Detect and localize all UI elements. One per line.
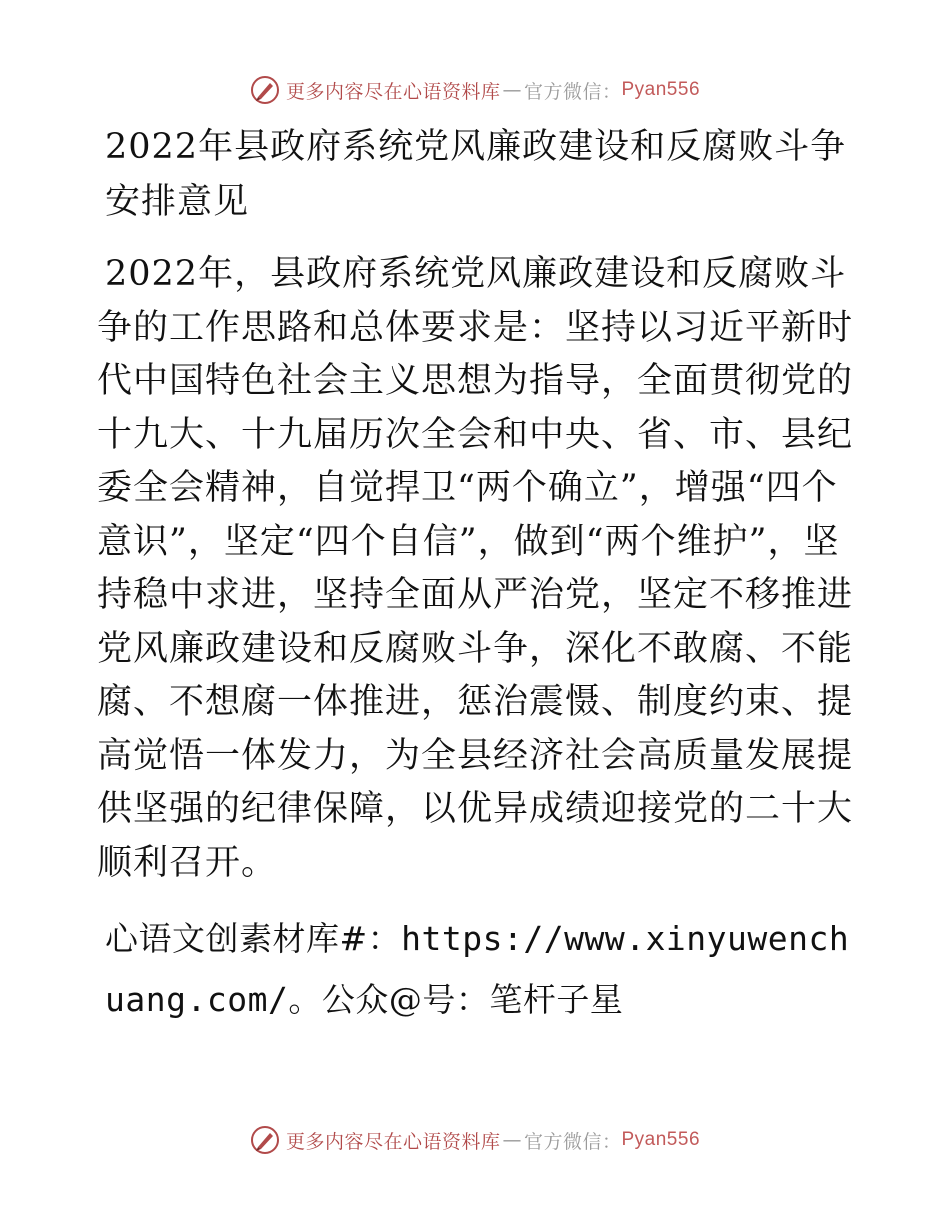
source-url: https://www.xinyuwenchuang.com/ [105,919,850,1019]
banner-separator: — [502,79,522,101]
banner-wechat-id: Pyan556 [621,79,701,100]
banner-wechat-label: 官方微信： [523,80,622,103]
source-note [97,908,857,1030]
document-title: 2022年县政府系统党风廉政建设和反腐败斗争安排意见 [105,127,847,222]
footer-banner [0,1120,950,1160]
source-suffix: 。公众@号：笔杆子星 [288,980,624,1019]
source-prefix: 心语文创素材库#： [105,919,402,958]
quill-pen-seal-icon [250,1125,280,1155]
banner-text: 更多内容尽在心语资料库 [285,80,501,103]
banner-separator: — [502,1129,522,1151]
body-paragraph: 2022年，县政府系统党风廉政建设和反腐败斗争的工作思路和总体要求是：坚持以习近平新时代中国特色社会主义思想为指导，全面贯彻党的十九大、十九届历次全会和中央、省、市、县纪委全会精神，自觉捍卫“两个确立”，增强“四个意识”，坚定“四个自信”，做到“两个维护”，坚持稳中求进，坚持全面从严治党，坚定不移推进党风廉政建设和反腐败斗争，深化不敢腐、不能腐、不想腐一体推进，惩治震慑、制度约束、提高觉悟一体发力，为全县经济社会高质量发展提供坚强的纪律保障，以优异成绩迎接党的二十大顺利召开。 [97,254,854,883]
header-banner [0,70,950,110]
banner-wechat-label: 官方微信： [523,1130,622,1153]
banner-wechat-id: Pyan556 [621,1129,701,1150]
document-body [97,120,857,1030]
quill-pen-seal-icon [250,75,280,105]
banner-text: 更多内容尽在心语资料库 [285,1130,501,1153]
